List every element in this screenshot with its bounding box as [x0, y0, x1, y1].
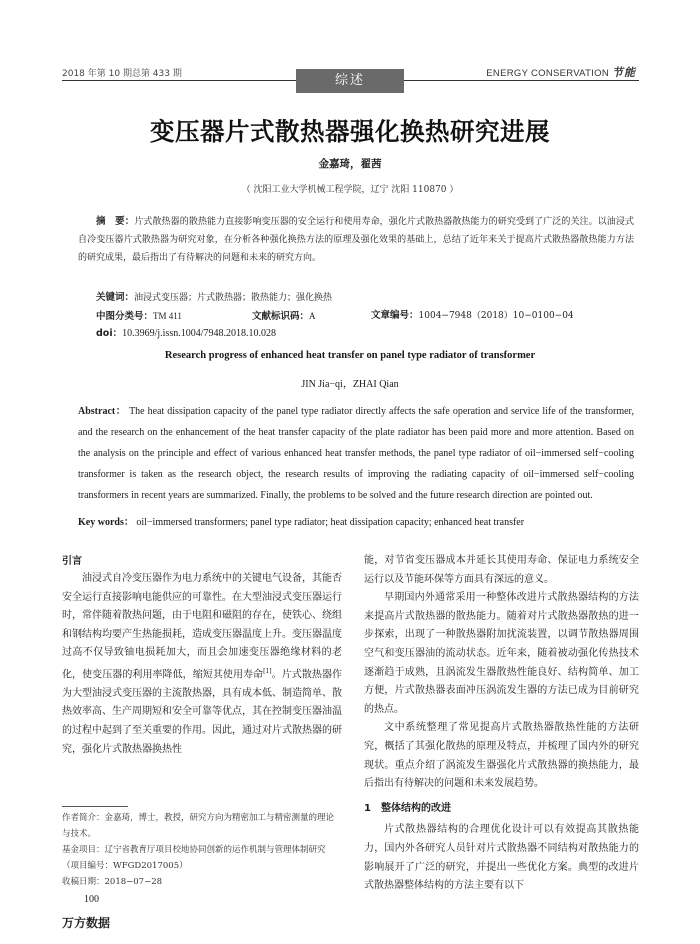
citation-ref[interactable]: [1]: [263, 667, 272, 675]
section-tag: 综述: [296, 69, 404, 93]
footnote-author: 作者简介：金嘉琦，博士，教授，研究方向为精密加工与精密测量的理论与技术。: [62, 813, 335, 839]
page-number: 100: [84, 894, 99, 905]
author-affiliation: （ 沈阳工业大学机械工程学院，辽宁 沈阳 110870 ）: [241, 185, 459, 195]
paper-authors: 金嘉琦，翟茜: [318, 158, 382, 170]
doi-label: doi：: [96, 328, 123, 339]
journal-name: [486, 64, 636, 80]
keywords-cn-text: 油浸式变压器；片式散热器；散热能力；强化换热: [134, 293, 333, 303]
header-rule-right: [404, 80, 639, 81]
keywords-en: [78, 513, 634, 528]
watermark: 万方数据: [62, 916, 111, 930]
doi-value: 10.3969/j.issn.1004/7948.2018.10.028: [122, 328, 276, 339]
document-code: 文献标识码：A: [252, 311, 316, 322]
footnote-received: 收稿日期：2018−07−28: [62, 877, 163, 887]
body-paragraph: 能，对节省变压器成本并延长其使用寿命、保证电力系统安全运行以及节能环保等方面具有深远的意义。: [364, 555, 639, 585]
paper-title-en: Research progress of enhanced heat transfer on panel type radiator of transformer: [164, 350, 536, 361]
section-1-heading: 1 整体结构的改进: [364, 802, 451, 814]
abstract-cn-label: 摘 要：: [96, 216, 135, 227]
paper-title: 变压器片式散热器强化换热研究进展: [150, 117, 550, 146]
abstract-en-label: Abstract：: [78, 406, 127, 417]
journal-name-en: ENERGY CONSERVATION: [486, 68, 609, 79]
abstract-cn: [78, 213, 634, 267]
body-paragraph: 片式散热器结构的合理优化设计可以有效提高其散热能力，国内外各研究人员针对片式散热器不同结构对散热能力的影响展开了广泛的研究，并提出一些优化方案。典型的改进片式散热器整体结构的方法主要有以下: [364, 824, 639, 892]
keywords-cn-label: 关键词：: [96, 292, 135, 303]
doi: [96, 325, 276, 343]
abstract-cn-text: 片式散热器的散热能力直接影响变压器的安全运行和使用寿命，强化片式散热器散热能力的研究受到了广泛的关注。以油浸式自冷变压器片式散热器为研究对象，在分析各种强化换热方法的原理及强化效果的基础上，总结了近年来关于提高片式散热器散热能力方法的研究成果，最后指出了有待解决的问题和未来的研究方向。: [78, 217, 634, 263]
keywords-cn: [96, 289, 332, 307]
intro-heading: 引言: [62, 556, 82, 567]
footnote-rule: [62, 806, 128, 807]
article-number: 文章编号：1004−7948（2018）10−0100−04: [371, 310, 574, 321]
abstract-en: [78, 401, 634, 506]
journal-logo: 节能: [612, 67, 636, 79]
body-paragraph: 早期国内外通常采用一种整体改进片式散热器结构的方法来提高片式散热器的散热能力。随着对片式散热器散热的进一步探索，出现了一种散热器附加扰流装置，以调节散热器周围空气和变压器油的流动状态。近年来，随着被动强化传热技术逐渐趋于成熟，且涡流发生器散热性能良好、结构简单、加工方便，片式散热器表面冲压涡流发生器的方法已成为目前研究的热点。: [364, 592, 639, 715]
keywords-en-text: oil−immersed transformers; panel type radiator; heat dissipation capacity; enhanced heat transfer: [136, 517, 525, 528]
right-column: [364, 552, 639, 896]
keywords-en-label: Key words：: [78, 517, 134, 528]
intro-paragraph: 油浸式自冷变压器作为电力系统中的关键电气设备，其能否安全运行直接影响电能供应的可靠性。在大型油浸式变压器运行时，常伴随着散热问题，由于电阻和磁阻的存在，使铁心、绕组和钢结构均要产生热能损耗，造成变压器温度上升。变压器温度过高不仅导致铀电损耗加大，而且会加速变压器绝缘材料的老化，使变压器的利用率降低，缩短其使用寿命[1]。片式散热器作为大型油浸式变压器的主流散热器，具有成本低、制造简单、散热效率高、生产周期短和安全可靠等优点，其在控制变压器油温的过程中起到了至关重要的作用。因此，通过对片式散热器的研究，强化片式散热器换热性: [62, 573, 343, 755]
paper-authors-en: JIN Jia−qi，ZHAI Qian: [301, 379, 399, 390]
journal-issue-info: 2018 年第 10 期总第 433 期: [62, 69, 182, 79]
clc-code: 中图分类号：TM 411: [96, 311, 182, 322]
footnote-fund: 基金项目：辽宁省教育厅项目校地协同创新的运作机制与管理体制研究（项目编号：WFGD2017005）: [62, 845, 326, 871]
abstract-en-text: The heat dissipation capacity of the panel type radiator directly affects the safe operation and service life of the transformer, and the research on the enhancement of the heat transfer capacity of the plate radiator has been paid more and more attention. Based on the analysis on the principle and effect of various enhanced heat transfer methods, the panel type radiator of oil−immersed self−cooling transformer is taken as the research object, the research results of improving the radiating capacity of oil−immersed self−cooling transformers in recent years are summarized. Finally, the problems to be solved and the future research direction are pointed out.: [78, 406, 634, 501]
left-column: [62, 570, 342, 759]
header-rule-left: [62, 80, 296, 81]
footnotes: [62, 810, 342, 890]
body-paragraph: 文中系统整理了常见提高片式散热器散热性能的方法研究，概括了其强化散热的原理及特点，并梳理了国内外的研究现状。重点介绍了涡流发生器强化片式散热器的换热能力，最后指出有待解决的问题和未来发展趋势。: [364, 722, 639, 790]
